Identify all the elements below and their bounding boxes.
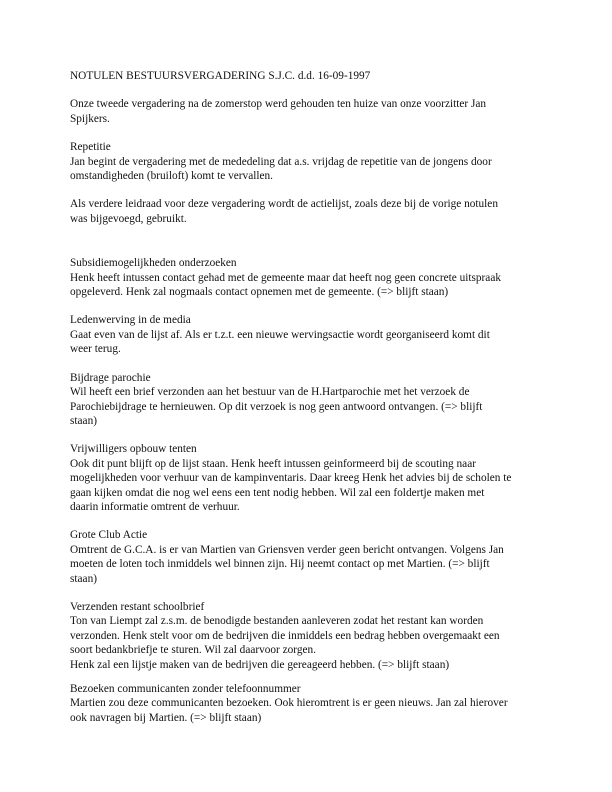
- intro-line: Onze tweede vergadering na de zomerstop werd gehouden ten huize van onze voorzitter Jan: [70, 98, 487, 111]
- action-item-ledenwerving: [70, 313, 550, 356]
- section-repetitie: [70, 140, 550, 183]
- action-item-line: verzonden. Henk stelt voor om de bedrijven die inmiddels een bedrag hebben overgemaakt een: [70, 629, 500, 642]
- action-item-line: ook navragen bij Martien. (=> blijft staan): [70, 711, 262, 724]
- action-item-subsidie: [70, 256, 550, 299]
- leidraad-line: was bijgevoegd, gebruikt.: [70, 212, 187, 225]
- action-item-line: Ton van Liempt zal z.s.m. de benodigde bestanden aanleveren zodat het restant kan worden: [70, 615, 484, 628]
- action-item-communicanten: [70, 682, 550, 725]
- action-item-line: Gaat even van de lijst af. Als er t.z.t. een nieuwe wervingsactie wordt georganiseerd komt dit: [70, 328, 490, 341]
- action-item-heading: Bijdrage parochie: [70, 371, 151, 384]
- action-item-line: weer terug.: [70, 343, 121, 356]
- action-item-tenten: [70, 442, 550, 514]
- action-item-line: staan): [70, 414, 97, 427]
- action-item-line: Wil heeft een brief verzonden aan het bestuur van de H.Hartparochie met het verzoek de: [70, 386, 470, 399]
- document-body: [70, 69, 550, 739]
- action-item-heading: Verzenden restant schoolbrief: [70, 600, 205, 613]
- action-item-line: daarin informatie omtrent de verhuur.: [70, 500, 240, 513]
- action-item-line: gaan kijken omdat die nog wel eens een tent nodig hebben. Wil zal een foldertje maken met: [70, 486, 485, 499]
- section-line: omstandigheden (bruiloft) komt te vervallen.: [70, 170, 273, 183]
- document-title: NOTULEN BESTUURSVERGADERING S.J.C. d.d. 16-09-1997: [70, 70, 371, 82]
- action-item-line: staan): [70, 572, 97, 585]
- action-item-line: opgeleverd. Henk zal nogmaals contact opnemen met de gemeente. (=> blijft staan): [70, 286, 449, 299]
- action-item-gca: [70, 528, 550, 586]
- action-item-line: Omtrent de G.C.A. is er van Martien van Griensven verder geen bericht ontvangen. Volgens Jan: [70, 543, 504, 556]
- action-item-line: Parochiebijdrage te hernieuwen. Op dit verzoek is nog geen antwoord ontvangen. (=> blijft: [70, 400, 483, 413]
- action-item-line: soort bedankbriefje te sturen. Wil zal daarvoor zorgen.: [70, 644, 316, 657]
- action-item-line: Ook dit punt blijft op de lijst staan. Henk heeft intussen geinformeerd bij de scouting naar: [70, 457, 476, 470]
- action-item-line: mogelijkheden voor verhuur van de kampinventaris. Daar kreeg Henk het advies bij de scholen te: [70, 472, 512, 485]
- action-item-heading: Vrijwilligers opbouw tenten: [70, 443, 197, 456]
- leidraad-paragraph: [70, 197, 550, 226]
- action-item-heading: Subsidiemogelijkheden onderzoeken: [70, 257, 237, 270]
- action-item-line: Henk zal een lijstje maken van de bedrijven die gereageerd hebben. (=> blijft staan): [70, 658, 450, 671]
- action-item-line: Martien zou deze communicanten bezoeken. Ook hieromtrent is er geen nieuws. Jan zal hierover: [70, 697, 508, 710]
- intro-paragraph: [70, 97, 550, 126]
- action-item-schoolbrief: [70, 600, 550, 672]
- action-item-line: moeten de loten toch inmiddels wel binnen zijn. Hij neemt contact op met Martien. (=> blijft: [70, 558, 490, 571]
- action-item-heading: Ledenwerving in de media: [70, 314, 191, 327]
- intro-line: Spijkers.: [70, 112, 110, 125]
- action-item-heading: Bezoeken communicanten zonder telefoonnummer: [70, 683, 301, 695]
- leidraad-line: Als verdere leidraad voor deze vergadering wordt de actielijst, zoals deze bij de vorige notulen: [70, 198, 498, 211]
- action-item-parochie: [70, 371, 550, 429]
- section-heading: Repetitie: [70, 141, 111, 154]
- action-item-heading: Grote Club Actie: [70, 529, 148, 542]
- action-item-line: Henk heeft intussen contact gehad met de gemeente maar dat heeft nog geen concrete uitspraak: [70, 271, 501, 284]
- section-line: Jan begint de vergadering met de mededeling dat a.s. vrijdag de repetitie van de jongens door: [70, 155, 492, 168]
